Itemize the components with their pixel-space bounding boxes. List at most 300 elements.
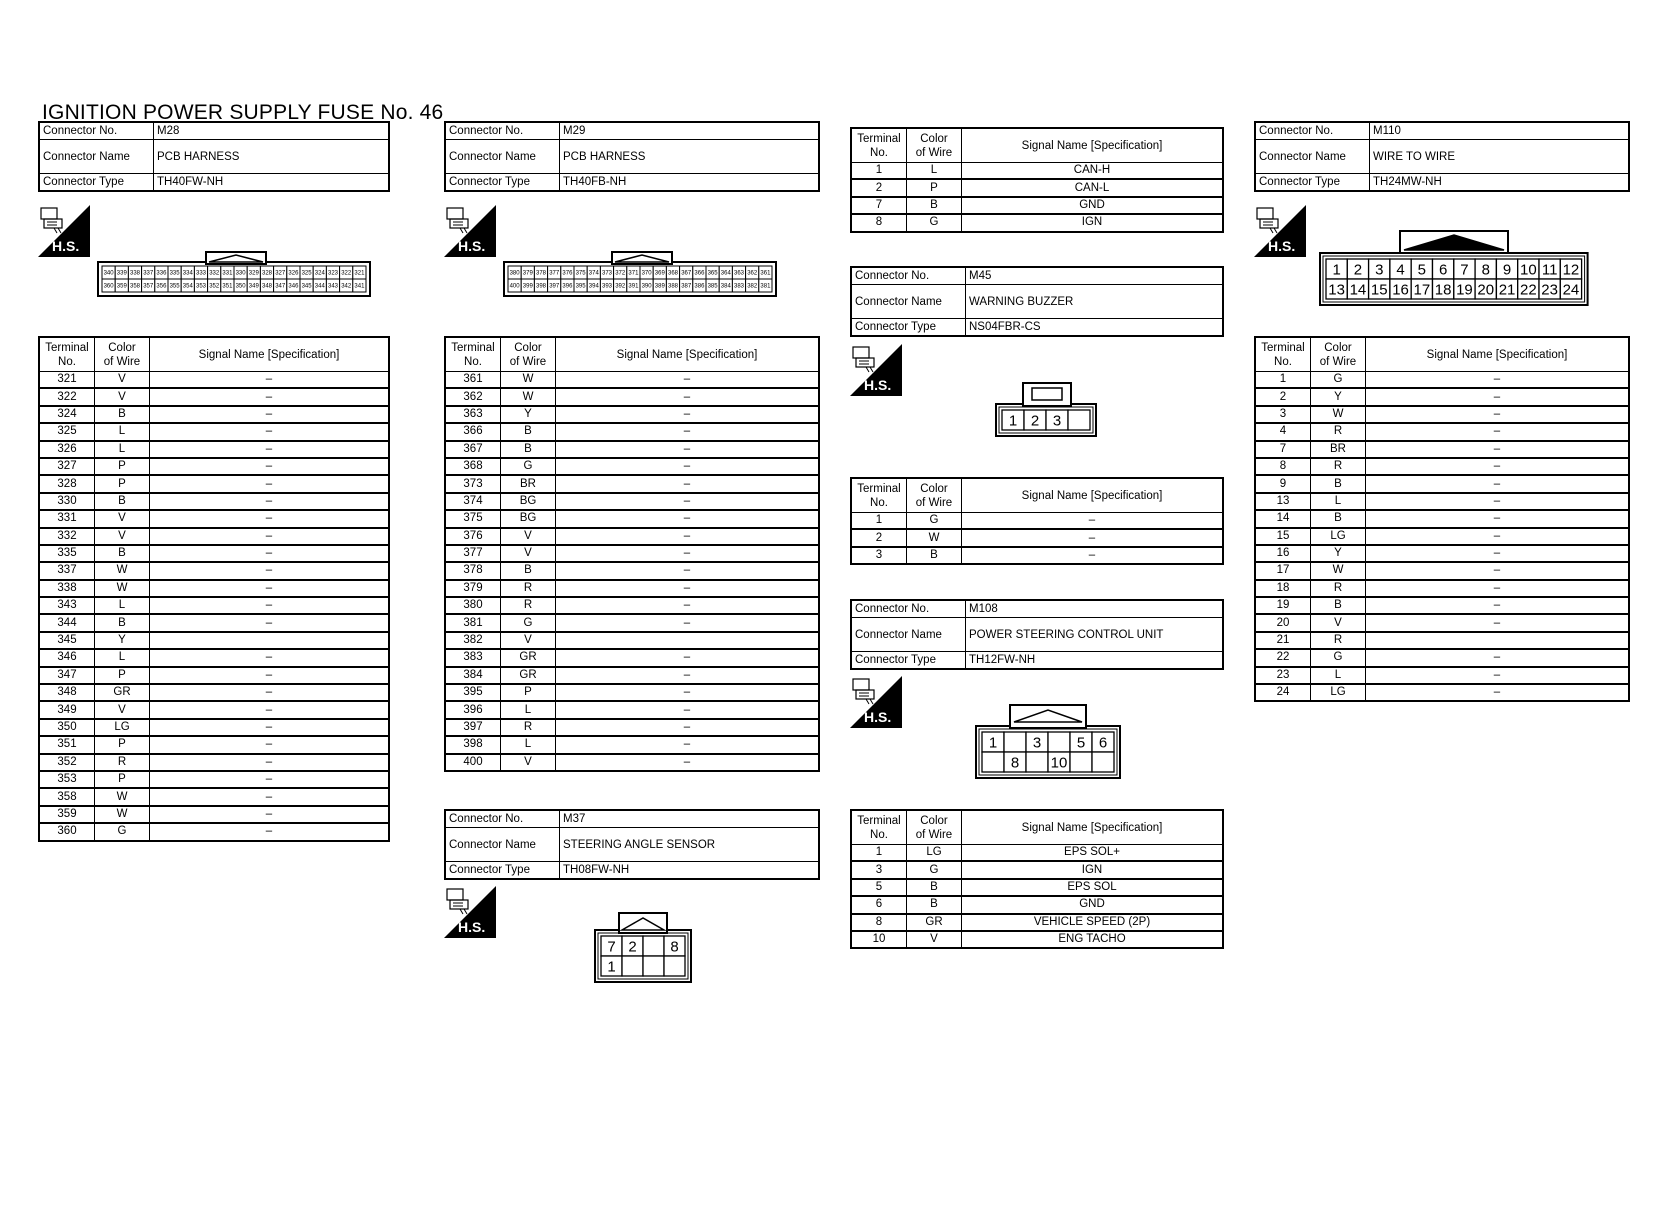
pin-number: 355 [169,283,180,290]
signal-name-cell: – [150,788,390,805]
connector-name-value: POWER STEERING CONTROL UNIT [966,618,1224,652]
signal-name-cell: – [150,597,390,614]
signal-name-cell: EPS SOL+ [962,845,1224,862]
connector-info-m108 [850,599,1224,670]
signal-name-cell: – [150,493,390,510]
signal-name-cell: EPS SOL [962,879,1224,896]
pin-number: 393 [601,283,613,290]
pin-number: 8 [670,938,679,956]
pin-number: 359 [116,283,127,290]
terminal-no-cell: 1 [851,845,907,862]
pin-number: 366 [694,270,705,277]
signal-name-cell: GND [962,896,1224,913]
signal-name-cell: – [556,441,820,458]
terminal-no-cell: 374 [445,493,501,510]
signal-name-cell: – [1366,458,1630,475]
pin-number: 10 [1050,754,1068,772]
terminal-no-cell: 349 [39,701,95,718]
wire-color-cell: B [95,493,150,510]
signal-name-cell: – [150,545,390,562]
hs-label: H.S. [52,238,80,254]
terminal-no-cell: 10 [851,931,907,948]
wire-color-cell: BG [501,510,556,527]
signal-name-cell: – [556,754,820,771]
terminal-no-cell: 351 [39,736,95,753]
terminal-no-cell: 352 [39,754,95,771]
signal-name-cell: – [1366,528,1630,545]
pin-number: 385 [707,283,718,290]
table-row [39,528,389,545]
wire-color-cell: B [1311,510,1366,527]
signal-name-cell: – [556,458,820,475]
signal-name-cell: IGN [962,214,1224,231]
terminal-no-cell: 359 [39,806,95,823]
connector-no-value: M28 [154,122,390,140]
wire-color-cell: V [907,931,962,948]
terminal-no-header [39,337,95,372]
signal-name-cell: – [1366,372,1630,389]
connector-info-m45 [850,266,1224,337]
terminal-no-cell: 24 [1255,684,1311,701]
wire-color-cell: V [95,528,150,545]
table-row [445,614,819,631]
pin-number: 339 [116,270,127,277]
cavity [1048,732,1070,752]
table-row [851,845,1223,862]
pin-number: 395 [575,283,586,290]
signal-name-header-text: Signal Name [Specification] [198,348,340,361]
wire-color-cell: L [95,597,150,614]
table-row [39,788,389,805]
connector-face-m37 [588,910,698,994]
pin-number: 400 [509,283,520,290]
table-row [445,406,819,423]
terminal-no-cell: 373 [445,475,501,492]
connector-info-m37 [444,809,820,880]
signal-name-cell: – [1366,423,1630,440]
cavity [622,956,643,976]
pin-number: 375 [575,270,586,277]
pin-number: 6 [1438,261,1448,279]
table-row [851,547,1223,564]
signal-name-header-text: Signal Name [Specification] [1021,821,1163,834]
cavity [664,956,685,976]
wire-color-cell: V [501,528,556,545]
terminal-table-m110 [1254,336,1630,702]
pin-number: 353 [195,283,207,290]
table-row [39,649,389,666]
wire-color-cell: L [501,736,556,753]
terminal-table-header [851,810,1223,845]
signal-name-cell: – [556,649,820,666]
table-row [39,562,389,579]
table-row [1255,649,1629,666]
terminal-no-cell: 22 [1255,649,1311,666]
signal-name-cell: – [1366,597,1630,614]
terminal-table-m37 [850,127,1224,233]
pin-number: 331 [222,270,233,277]
pin-number: 14 [1349,281,1367,299]
pin-number: 377 [549,270,560,277]
table-row [39,388,389,405]
signal-name-cell: – [556,406,820,423]
terminal-no-cell: 3 [851,547,907,564]
connector-type-value: TH12FW-NH [966,652,1224,670]
wire-color-cell: W [501,372,556,389]
terminal-no-cell: 348 [39,684,95,701]
signal-name-cell: – [556,597,820,614]
terminal-table-header [851,128,1223,163]
connector-type-value: TH40FW-NH [154,174,390,192]
connector-no-label: Connector No. [1255,122,1370,140]
terminal-no-header [1255,337,1311,372]
wire-color-cell: G [907,861,962,878]
pin-number: 342 [341,283,352,290]
signal-name-cell: IGN [962,861,1224,878]
terminal-no-cell: 8 [851,914,907,931]
wire-color-header [95,337,150,372]
terminal-no-cell: 21 [1255,632,1311,649]
terminal-no-cell: 327 [39,458,95,475]
terminal-no-cell: 23 [1255,667,1311,684]
signal-name-cell: – [150,510,390,527]
signal-name-cell: – [1366,475,1630,492]
table-row [445,701,819,718]
cavity [643,956,664,976]
signal-name-cell: – [556,388,820,405]
signal-name-cell: – [150,406,390,423]
pin-number: 380 [509,270,520,277]
terminal-no-header [851,810,907,845]
table-row [39,754,389,771]
terminal-no-header-text: No. [1274,355,1292,368]
terminal-no-cell: 16 [1255,545,1311,562]
pin-number: 11 [1541,261,1558,279]
wire-color-cell: LG [1311,684,1366,701]
connector-name-label: Connector Name [851,618,966,652]
terminal-no-cell: 1 [851,513,907,530]
terminal-no-cell: 330 [39,493,95,510]
signal-name-header [150,337,390,372]
signal-name-header [962,810,1224,845]
terminal-no-cell: 358 [39,788,95,805]
signal-name-cell: – [962,547,1224,564]
terminal-no-cell: 383 [445,649,501,666]
signal-name-cell: – [556,562,820,579]
pin-number: 354 [182,283,193,290]
table-row [851,197,1223,214]
pin-number: 387 [681,283,692,290]
table-row [445,510,819,527]
signal-name-cell: – [556,580,820,597]
table-row [1255,580,1629,597]
table-row [39,667,389,684]
signal-name-cell: – [150,754,390,771]
signal-name-cell: ENG TACHO [962,931,1224,948]
wire-color-cell: R [95,754,150,771]
wire-color-cell: B [501,441,556,458]
terminal-no-header-text: No. [464,355,482,368]
terminal-no-cell: 4 [1255,423,1311,440]
signal-name-cell: – [150,684,390,701]
table-row [1255,441,1629,458]
hs-label: H.S. [1268,238,1296,254]
pin-number: 372 [615,270,626,277]
connector-name-value: WARNING BUZZER [966,285,1224,319]
terminal-no-cell: 331 [39,510,95,527]
signal-name-cell: – [1366,684,1630,701]
signal-name-cell: – [150,771,390,788]
pin-number: 327 [275,270,286,277]
signal-name-cell: – [556,736,820,753]
table-row [851,529,1223,546]
signal-name-cell: – [150,441,390,458]
pin-number: 22 [1520,281,1537,299]
table-row [851,163,1223,180]
pin-number: 357 [143,283,154,290]
terminal-table-m28 [38,336,390,842]
pin-number: 347 [275,283,286,290]
wire-color-cell: G [501,614,556,631]
wire-color-header-text: Color [920,132,948,145]
hs-label: H.S. [458,919,486,935]
terminal-no-cell: 380 [445,597,501,614]
connector-no-label: Connector No. [851,600,966,618]
cavity [643,936,664,956]
wire-color-cell: P [95,667,150,684]
table-row [39,701,389,718]
table-row [445,580,819,597]
terminal-no-cell: 8 [851,214,907,231]
pin-number: 341 [354,283,365,290]
wire-color-cell: GR [501,649,556,666]
signal-name-cell: – [556,701,820,718]
table-row [1255,475,1629,492]
pin-number: 371 [628,270,639,277]
pin-number: 5 [1417,261,1427,279]
pin-number: 9 [1502,261,1512,279]
pin-number: 324 [314,270,325,277]
connector-name-label: Connector Name [851,285,966,319]
pin-number: 8 [1481,261,1490,279]
wire-color-header-text: of Wire [1319,355,1357,368]
pin-number: 343 [327,283,339,290]
table-row [851,931,1223,948]
table-row [1255,562,1629,579]
table-row [39,475,389,492]
cavity [1068,410,1090,430]
wire-color-header-text: Color [920,482,948,495]
wire-color-cell: B [1311,597,1366,614]
terminal-no-cell: 367 [445,441,501,458]
terminal-no-cell: 360 [39,823,95,840]
table-row [39,510,389,527]
pin-number: 338 [129,270,141,277]
terminal-no-cell: 17 [1255,562,1311,579]
pin-number: 330 [235,270,246,277]
wire-color-cell: LG [907,845,962,862]
connector-type-value: TH08FW-NH [560,862,820,880]
pin-number: 10 [1520,261,1537,279]
signal-name-cell: – [150,562,390,579]
connector-no-value: M45 [966,267,1224,285]
terminal-no-cell: 3 [1255,406,1311,423]
pin-number: 390 [641,283,652,290]
pin-number: 332 [209,270,220,277]
table-row [445,441,819,458]
terminal-table-header [445,337,819,372]
wire-color-cell: GR [501,667,556,684]
signal-name-header [962,478,1224,513]
hs-harness-side-icon [444,205,496,257]
terminal-no-cell: 344 [39,614,95,631]
pin-number: 7 [1460,261,1469,279]
pin-number: 1 [1008,412,1018,430]
wire-color-cell: W [95,580,150,597]
table-row [39,614,389,631]
table-row [39,806,389,823]
connector-face-m28 [96,248,381,298]
pin-number: 379 [522,270,533,277]
pin-number: 4 [1396,261,1405,279]
wire-color-cell: L [1311,493,1366,510]
wire-color-header-text: of Wire [915,496,953,509]
wire-color-cell: R [1311,423,1366,440]
pin-number: 12 [1562,261,1580,279]
pin-number: 2 [628,938,637,956]
pin-number: 1 [607,958,616,976]
connector-type-value: TH24MW-NH [1370,174,1630,192]
terminal-no-cell: 376 [445,528,501,545]
signal-name-cell: – [150,528,390,545]
terminal-no-cell: 5 [851,879,907,896]
wire-color-cell: W [501,388,556,405]
terminal-table-m45 [850,477,1224,565]
pin-number: 7 [607,938,616,956]
terminal-no-cell: 382 [445,632,501,649]
table-row [1255,632,1629,649]
terminal-no-cell: 13 [1255,493,1311,510]
wire-color-cell: B [907,879,962,896]
pin-number: 373 [601,270,613,277]
table-row [39,823,389,840]
wire-color-cell: P [95,736,150,753]
table-row [1255,684,1629,701]
hs-harness-side-icon [850,676,902,728]
pin-number: 24 [1562,281,1580,299]
connector-face-m110 [1316,228,1592,306]
connector-type-label: Connector Type [1255,174,1370,192]
table-row [445,545,819,562]
terminal-table-header [1255,337,1629,372]
wire-color-cell: R [501,580,556,597]
wire-color-cell: L [907,163,962,180]
pin-number: 396 [562,283,573,290]
pin-number: 349 [248,283,259,290]
table-row [39,632,389,649]
wire-color-cell: W [1311,562,1366,579]
terminal-no-cell: 2 [851,529,907,546]
terminal-no-cell: 381 [445,614,501,631]
table-row [1255,423,1629,440]
wire-color-cell: P [501,684,556,701]
table-row [39,771,389,788]
terminal-no-cell: 332 [39,528,95,545]
connector-no-value: M110 [1370,122,1630,140]
wire-color-cell: L [95,441,150,458]
pin-number: 351 [222,283,233,290]
wire-color-cell: V [95,510,150,527]
pin-number: 345 [301,283,312,290]
terminal-no-cell: 366 [445,423,501,440]
table-row [851,513,1223,530]
connector-name-value: PCB HARNESS [154,140,390,174]
signal-name-cell: – [150,701,390,718]
table-row [39,684,389,701]
connector-no-label: Connector No. [39,122,154,140]
connector-name-label: Connector Name [39,140,154,174]
pin-number: 16 [1392,281,1409,299]
signal-name-cell: – [150,823,390,840]
table-row [851,179,1223,196]
table-row [445,372,819,389]
wire-color-cell: Y [501,406,556,423]
terminal-no-cell: 345 [39,632,95,649]
wire-color-cell: V [501,754,556,771]
hs-harness-side-icon [850,344,902,396]
pin-number: 399 [522,283,533,290]
table-row [1255,528,1629,545]
terminal-no-header-text: Terminal [45,341,89,354]
pin-number: 352 [209,283,220,290]
wire-color-header-text: Color [920,814,948,827]
terminal-no-cell: 1 [851,163,907,180]
table-row [39,580,389,597]
pin-number: 17 [1413,281,1431,299]
wire-color-header [907,478,962,513]
connector-name-label: Connector Name [445,140,560,174]
wire-color-cell: B [907,896,962,913]
cavity [1070,752,1092,772]
wire-color-header-text: Color [108,341,136,354]
pin-number: 21 [1498,281,1516,299]
table-row [39,719,389,736]
signal-name-cell: – [150,388,390,405]
pin-number: 335 [169,270,180,277]
terminal-table-header [39,337,389,372]
pin-number: 2 [1030,412,1040,430]
table-row [1255,545,1629,562]
connector-type-label: Connector Type [39,174,154,192]
connector-name-value: STEERING ANGLE SENSOR [560,828,820,862]
signal-name-cell: – [150,614,390,631]
signal-name-cell: – [556,475,820,492]
connector-no-value: M29 [560,122,820,140]
terminal-no-header [851,478,907,513]
signal-name-cell: – [1366,667,1630,684]
pin-number: 3 [1375,261,1384,279]
pin-number: 6 [1098,734,1108,752]
wire-color-cell: R [1311,458,1366,475]
wire-color-cell: LG [95,719,150,736]
terminal-table-m29 [444,336,820,772]
wire-color-cell: B [907,197,962,214]
wire-color-header-text: Color [514,341,542,354]
terminal-table-header [851,478,1223,513]
pin-number: 391 [628,283,639,290]
signal-name-cell: CAN-L [962,179,1224,196]
terminal-no-cell: 6 [851,896,907,913]
